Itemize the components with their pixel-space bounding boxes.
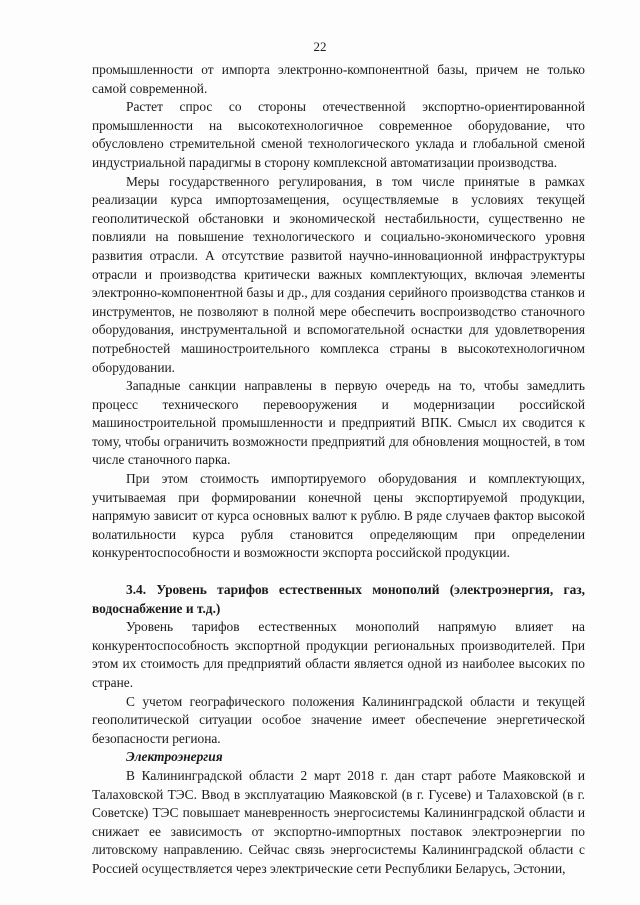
paragraph-energy-security: С учетом географического положения Калининградской области и текущей геополитической ситуации особое значение имеет обеспечение энергетической безопасности региона. — [92, 693, 585, 746]
page-body — [92, 61, 585, 879]
section-heading: 3.4. Уровень тарифов естественных монополий (электроэнергия, газ, водоснабжение и т.д.) — [92, 582, 585, 616]
paragraph-continuation: промышленности от импорта электронно-компонентной базы, причем не только самой современной. — [92, 62, 585, 96]
paragraph-tariffs: Уровень тарифов естественных монополий напрямую влияет на конкурентоспособность экспортной продукции региональных производителей. При этом их стоимость для предприятий области является одной из наиболее высоких по стране. — [92, 619, 585, 690]
paragraph-regulation: Меры государственного регулирования, в том числе принятые в рамках реализации курса импортозамещения, осуществляемые в условиях текущей геополитической обстановки и экономической нестабильности, существенно не повлияли на повышение технологического и социально-экономического уровня развития отрасли. А отсутствие развитой научно-инновационной инфраструктуры отрасли и производства критически важных комплектующих, включая элементы электронно-компонентной базы и др., для создания серийного производства станков и инструментов, не позволяют в полной мере обеспечить воспроизводство станочного оборудования, инструментальной и вспомогательной оснастки для удовлетворения потребностей машиностроительного комплекса страны в высокотехнологичном оборудовании. — [92, 173, 585, 375]
paragraph-sanctions: Западные санкции направлены в первую очередь на то, чтобы замедлить процесс технического перевооружения и модернизации российской машиностроительной промышленности и предприятий ВПК. Смысл их сводится к тому, чтобы ограничить возможности предприятий для обновления мощностей, в том числе станочного парка. — [92, 378, 585, 468]
paragraph-electricity: В Калининградской области 2 март 2018 г. дан старт работе Маяковской и Талаховской ТЭС. Ввод в эксплуатацию Маяковской (в г. Гусеве) и Талаховской (в г. Советске) ТЭС повышает маневренность энергосистемы Калининградской области и снижает ее зависимость от экспортно-импортных поставок электроэнергии по литовскому направлению. Сейчас связь энергосистемы Калининградской области с Россией осуществляется через электрические сети Республики Беларусь, Эстонии, — [92, 767, 585, 876]
paragraph-import-cost: При этом стоимость импортируемого оборудования и комплектующих, учитываемая при формировании конечной цены экспортируемой продукции, напрямую зависит от курса основных валют к рублю. В ряде случаев фактор высокой волатильности курса рубля становится определяющим при определении конкурентоспособности и возможности экспорта российской продукции. — [92, 471, 585, 561]
paragraph-demand: Растет спрос со стороны отечественной экспортно-ориентированной промышленности на высокотехнологичное современное оборудование, что обусловлено стремительной сменой технологического уклада и глобальной сменой индустриальной парадигмы в сторону комплексной автоматизации производства. — [92, 99, 585, 170]
subheading-electricity: Электроэнергия — [126, 749, 223, 765]
page-number: 22 — [313, 39, 327, 54]
